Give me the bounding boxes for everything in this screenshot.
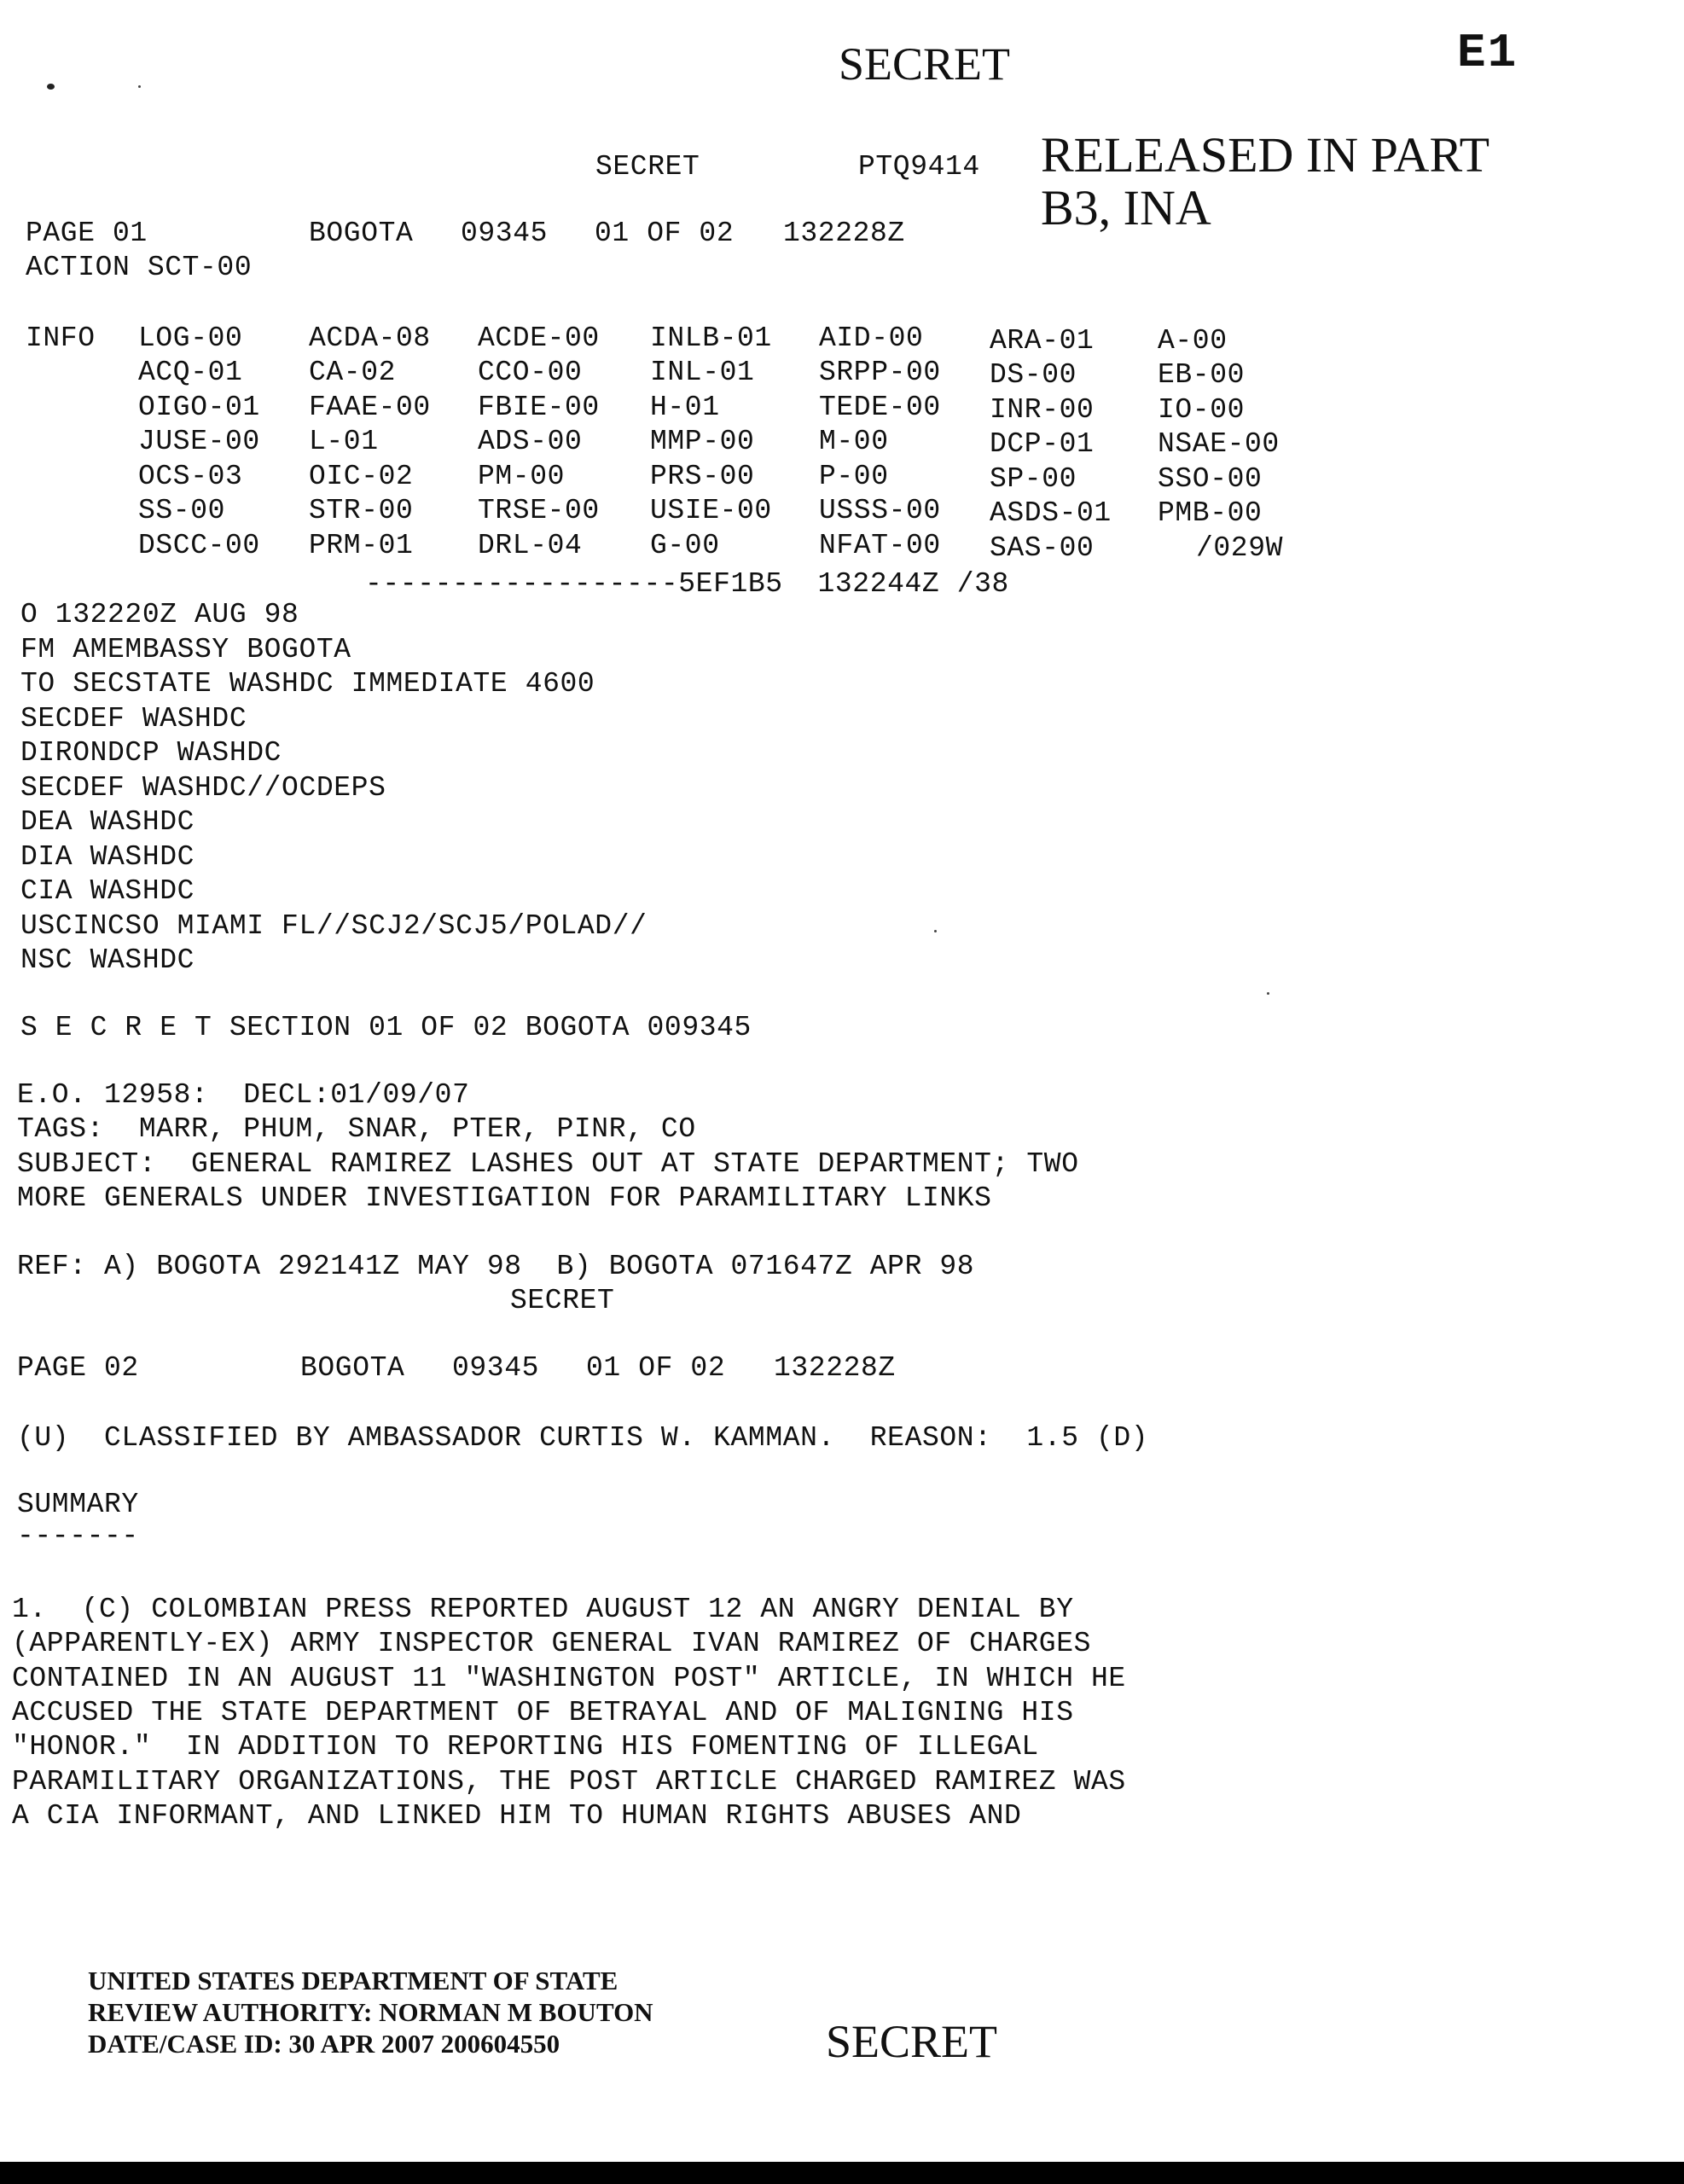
info-code: SRPP-00	[819, 357, 941, 388]
scan-speck	[47, 84, 55, 90]
subject-line-1: SUBJECT: GENERAL RAMIREZ LASHES OUT AT STATE DEPARTMENT; TWO	[17, 1148, 1079, 1180]
info-code: STR-00	[309, 495, 414, 526]
info-code: FBIE-00	[478, 392, 600, 423]
info-code: SP-00	[990, 463, 1077, 495]
info-code: DCP-01	[990, 428, 1095, 460]
info-code: ADS-00	[478, 426, 583, 457]
separator-line: ------------------5EF1B5 132244Z /38	[365, 568, 1009, 600]
page2-part: 01 OF 02	[586, 1352, 726, 1384]
page1-label: PAGE 01	[26, 218, 148, 249]
eo-line: E.O. 12958: DECL:01/09/07	[17, 1079, 470, 1111]
info-code: PRS-00	[650, 461, 755, 492]
info-code: CA-02	[309, 357, 397, 388]
info-code: USIE-00	[650, 495, 772, 526]
routing-line: USCINCSO MIAMI FL//SCJ2/SCJ5/POLAD//	[20, 909, 647, 942]
classified-by-line: (U) CLASSIFIED BY AMBASSADOR CURTIS W. KAMMAN. REASON: 1.5 (D)	[17, 1422, 1149, 1454]
info-code: AID-00	[819, 322, 924, 354]
ref-line: REF: A) BOGOTA 292141Z MAY 98 B) BOGOTA 071647Z APR 98	[17, 1251, 975, 1282]
info-code: DSCC-00	[138, 530, 260, 561]
action-line: ACTION SCT-00	[26, 252, 253, 283]
info-code: OIC-02	[309, 461, 414, 492]
routing-line: SECDEF WASHDC	[20, 702, 247, 735]
info-code: FAAE-00	[309, 392, 431, 423]
info-code: JUSE-00	[138, 426, 260, 457]
footer-dept: UNITED STATES DEPARTMENT OF STATE	[88, 1966, 618, 1995]
routing-line: DIRONDCP WASHDC	[20, 737, 282, 769]
footer-date-case: DATE/CASE ID: 30 APR 2007 200604550	[88, 2029, 560, 2059]
info-code: PM-00	[478, 461, 566, 492]
info-code: LOG-00	[138, 322, 243, 354]
footer-authority: REVIEW AUTHORITY: NORMAN M BOUTON	[88, 1997, 653, 2027]
info-code: DRL-04	[478, 530, 583, 561]
info-code: CCO-00	[478, 357, 583, 388]
info-code: ACDA-08	[309, 322, 431, 354]
info-code: A-00	[1158, 325, 1228, 357]
info-code: PMB-00	[1158, 497, 1263, 529]
info-code: ACQ-01	[138, 357, 243, 388]
info-code: INLB-01	[650, 322, 772, 354]
info-code: IO-00	[1158, 394, 1246, 426]
summary-rule: -------	[17, 1520, 139, 1552]
info-code: P-00	[819, 461, 889, 492]
info-code: TRSE-00	[478, 495, 600, 526]
classification-line: SECRET	[595, 151, 700, 183]
e1-marker: E1	[1457, 26, 1519, 80]
info-code: MMP-00	[650, 426, 755, 457]
page2-label: PAGE 02	[17, 1352, 139, 1384]
routing-line: TO SECSTATE WASHDC IMMEDIATE 4600	[20, 668, 595, 700]
info-code: /029W	[1196, 532, 1284, 564]
page1-part: 01 OF 02	[595, 218, 735, 249]
info-code: SSO-00	[1158, 463, 1263, 495]
info-code: PRM-01	[309, 530, 414, 561]
info-code: ARA-01	[990, 325, 1095, 357]
paragraph-line: "HONOR." IN ADDITION TO REPORTING HIS FOMENTING OF ILLEGAL	[12, 1731, 1039, 1763]
routing-line: DIA WASHDC	[20, 840, 195, 873]
paragraph-line: ACCUSED THE STATE DEPARTMENT OF BETRAYAL AND OF MALIGNING HIS	[12, 1696, 1074, 1728]
routing-line: FM AMEMBASSY BOGOTA	[20, 633, 351, 665]
info-code: L-01	[309, 426, 379, 457]
routing-line: DEA WASHDC	[20, 806, 195, 838]
scan-edge-bar	[0, 2162, 1684, 2184]
release-stamp-line2: B3, INA	[1041, 180, 1211, 235]
info-code: ASDS-01	[990, 497, 1112, 529]
summary-heading: SUMMARY	[17, 1489, 139, 1520]
page1-city: BOGOTA	[309, 218, 414, 249]
page2-city: BOGOTA	[300, 1352, 405, 1384]
scan-speck	[138, 85, 141, 88]
info-code: TEDE-00	[819, 392, 941, 423]
info-label: INFO	[26, 322, 96, 354]
info-code: USSS-00	[819, 495, 941, 526]
subject-line-2: MORE GENERALS UNDER INVESTIGATION FOR PARAMILITARY LINKS	[17, 1182, 992, 1214]
info-code: M-00	[819, 426, 889, 457]
release-stamp-line1: RELEASED IN PART	[1041, 127, 1490, 183]
tags-line: TAGS: MARR, PHUM, SNAR, PTER, PINR, CO	[17, 1113, 696, 1145]
info-code: INR-00	[990, 394, 1095, 426]
info-code: NFAT-00	[819, 530, 941, 561]
info-code: DS-00	[990, 359, 1077, 391]
info-code: G-00	[650, 530, 720, 561]
info-code: ACDE-00	[478, 322, 600, 354]
page-break-secret: SECRET	[510, 1285, 615, 1316]
routing-line: CIA WASHDC	[20, 875, 195, 907]
info-code: OCS-03	[138, 461, 243, 492]
paragraph-line: CONTAINED IN AN AUGUST 11 "WASHINGTON POST" ARTICLE, IN WHICH HE	[12, 1662, 1126, 1694]
paragraph-line: A CIA INFORMANT, AND LINKED HIM TO HUMAN RIGHTS ABUSES AND	[12, 1799, 1022, 1832]
paragraph-line: (APPARENTLY-EX) ARMY INSPECTOR GENERAL IVAN RAMIREZ OF CHARGES	[12, 1628, 1091, 1660]
info-code: OIGO-01	[138, 392, 260, 423]
page2-msg-no: 09345	[452, 1352, 540, 1384]
info-code: SAS-00	[990, 532, 1095, 564]
routing-line: O 132220Z AUG 98	[20, 599, 299, 630]
page2-dtg: 132228Z	[774, 1352, 896, 1384]
paragraph-line: PARAMILITARY ORGANIZATIONS, THE POST ARTICLE CHARGED RAMIREZ WAS	[12, 1765, 1126, 1798]
info-code: H-01	[650, 392, 720, 423]
info-code: INL-01	[650, 357, 755, 388]
info-code: SS-00	[138, 495, 226, 526]
page1-dtg: 132228Z	[783, 218, 905, 249]
info-code: EB-00	[1158, 359, 1246, 391]
scan-speck	[934, 930, 937, 932]
page1-msg-no: 09345	[461, 218, 549, 249]
section-line: S E C R E T SECTION 01 OF 02 BOGOTA 009345	[20, 1012, 752, 1043]
secret-bottom-stamp: SECRET	[826, 2016, 998, 2067]
ptq-number: PTQ9414	[858, 151, 980, 183]
scan-speck	[1267, 992, 1269, 995]
paragraph-line: 1. (C) COLOMBIAN PRESS REPORTED AUGUST 12 AN ANGRY DENIAL BY	[12, 1594, 1074, 1625]
routing-line: NSC WASHDC	[20, 944, 195, 976]
info-code: NSAE-00	[1158, 428, 1280, 460]
secret-top-stamp: SECRET	[839, 38, 1011, 90]
routing-line: SECDEF WASHDC//OCDEPS	[20, 771, 386, 804]
